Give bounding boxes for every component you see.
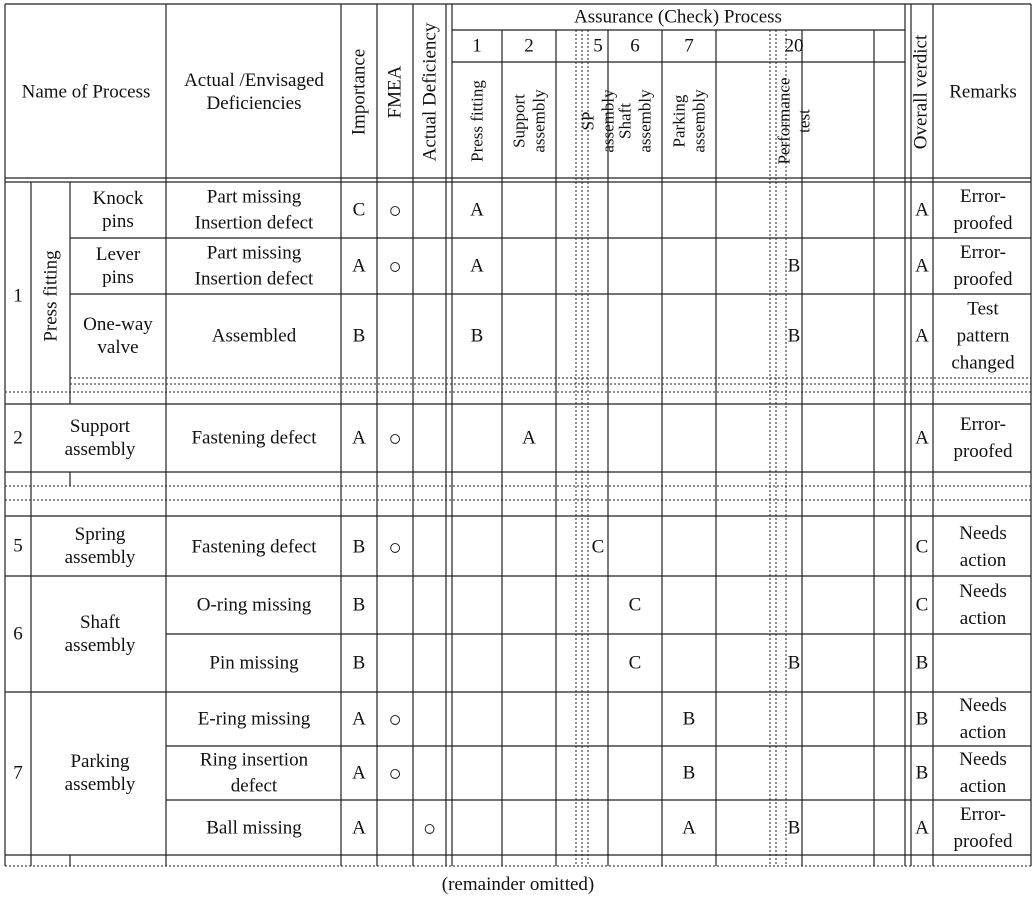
cell-p7: B: [682, 762, 696, 784]
row-remarks: pattern: [956, 325, 1010, 347]
cell-verdict: C: [915, 536, 929, 558]
header-name-of-process: Name of Process: [21, 81, 151, 103]
row-remarks: Error-: [959, 414, 1007, 435]
cell-p2: A: [522, 427, 536, 449]
group-name: Spring: [74, 524, 126, 545]
check-process-number: 6: [630, 35, 640, 57]
cell-verdict: A: [915, 325, 929, 347]
cell-p20: B: [787, 652, 801, 674]
row-remarks: action: [959, 776, 1007, 797]
row-deficiency: Fastening defect: [191, 536, 317, 558]
check-process-name: test: [794, 109, 814, 133]
row-remarks: Needs: [959, 581, 1007, 602]
group-name: assembly: [64, 774, 136, 795]
row-deficiency: Insertion defect: [194, 268, 314, 290]
row-deficiency: E-ring missing: [197, 708, 311, 730]
cell-verdict: A: [915, 427, 929, 449]
row-remarks: Needs: [959, 523, 1007, 544]
cell-fmea: ○: [388, 253, 402, 279]
cell-imp: A: [352, 762, 366, 784]
group-name: assembly: [64, 547, 136, 568]
cell-imp: A: [352, 708, 366, 730]
group-number: 5: [13, 535, 23, 557]
cell-verdict: A: [915, 199, 929, 221]
row-remarks: proofed: [953, 441, 1013, 462]
row-remarks: proofed: [953, 269, 1013, 290]
cell-p1: A: [470, 199, 484, 221]
header-overall-verdict: Overall verdict: [910, 34, 932, 150]
row-subname: Lever: [95, 244, 141, 265]
group-number: 7: [13, 762, 23, 784]
header-importance: Importance: [348, 48, 370, 136]
row-remarks: Error-: [959, 804, 1007, 825]
cell-fmea: ○: [388, 706, 402, 732]
check-process-name: Shaft: [615, 103, 635, 139]
row-remarks: proofed: [953, 213, 1013, 234]
row-deficiency: defect: [230, 775, 278, 797]
cell-p7: B: [682, 708, 696, 730]
cell-imp: B: [352, 536, 366, 558]
cell-imp: A: [352, 817, 366, 839]
cell-imp: B: [352, 325, 366, 347]
group-name: Parking: [70, 751, 130, 772]
check-process-name: assembly: [635, 89, 655, 153]
row-subname: valve: [97, 337, 139, 358]
row-subname: One-way: [83, 314, 153, 335]
row-subname: pins: [102, 211, 134, 232]
cell-verdict: A: [915, 817, 929, 839]
row-deficiency: O-ring missing: [196, 594, 312, 616]
header-deficiencies: Deficiencies: [206, 93, 302, 114]
cell-imp: A: [352, 255, 366, 277]
check-process-name: Parking: [669, 94, 689, 148]
cell-fmea: ○: [388, 534, 402, 560]
header-actual-deficiency: Actual Deficiency: [419, 22, 441, 162]
row-deficiency: Part missing: [206, 242, 302, 264]
header-fmea: FMEA: [384, 65, 406, 119]
check-process-name: assembly: [689, 89, 709, 153]
group-number: 6: [13, 623, 23, 645]
check-process-number: 7: [684, 35, 694, 57]
check-process-name: assembly: [598, 89, 618, 153]
check-process-name: Support: [509, 94, 529, 148]
cell-p20: B: [787, 817, 801, 839]
group-number: 2: [13, 427, 23, 449]
cell-imp: B: [352, 594, 366, 616]
cell-fmea: ○: [388, 760, 402, 786]
row-remarks: action: [959, 608, 1007, 629]
group-name: Shaft: [79, 612, 121, 633]
header-assurance: Assurance (Check) Process: [574, 6, 782, 28]
group-name: assembly: [64, 635, 136, 656]
cell-fmea: ○: [388, 425, 402, 451]
cell-p6: C: [628, 594, 642, 616]
cell-p20: B: [787, 255, 801, 277]
cell-imp: B: [352, 652, 366, 674]
cell-verdict: B: [915, 708, 929, 730]
check-process-name: assembly: [529, 89, 549, 153]
cell-imp: A: [352, 427, 366, 449]
row-subname: pins: [102, 267, 134, 288]
cell-verdict: C: [915, 594, 929, 616]
row-remarks: action: [959, 550, 1007, 571]
row-deficiency: Part missing: [206, 186, 302, 208]
row-remarks: Error-: [959, 186, 1007, 207]
group-name-press-fitting: Press fitting: [40, 250, 62, 342]
row-deficiency: Ball missing: [206, 817, 302, 839]
header-deficiencies: Actual /Envisaged: [184, 70, 324, 91]
cell-p5: C: [591, 536, 605, 558]
cell-imp: C: [352, 199, 366, 221]
cell-p20: B: [787, 325, 801, 347]
cell-p1: A: [470, 255, 484, 277]
row-remarks: action: [959, 722, 1007, 743]
cell-p7: A: [682, 817, 696, 839]
group-name: assembly: [64, 439, 136, 460]
row-remarks: proofed: [953, 831, 1013, 852]
row-deficiency: Fastening defect: [191, 427, 317, 449]
check-process-number: 1: [472, 35, 482, 57]
cell-p1: B: [470, 325, 484, 347]
row-deficiency: Pin missing: [209, 652, 299, 674]
cell-fmea: ○: [388, 197, 402, 223]
row-subname: Knock: [92, 188, 144, 209]
header-remarks: Remarks: [949, 81, 1017, 103]
row-deficiency: Assembled: [211, 325, 297, 347]
row-remarks: Needs: [959, 695, 1007, 716]
check-process-name: SP: [578, 111, 598, 131]
row-deficiency: Insertion defect: [194, 212, 314, 234]
row-remarks: Error-: [959, 242, 1007, 263]
cell-actual: ○: [422, 815, 437, 841]
check-process-number: 5: [593, 35, 603, 57]
row-deficiency: Ring insertion: [199, 749, 309, 771]
cell-verdict: B: [915, 652, 929, 674]
check-process-number: 20: [784, 35, 804, 57]
group-number: 1: [13, 285, 23, 307]
group-name: Support: [69, 416, 131, 437]
cell-p6: C: [628, 652, 642, 674]
cell-verdict: B: [915, 762, 929, 784]
check-process-name: Performance: [774, 77, 794, 165]
row-remarks: changed: [951, 352, 1015, 374]
cell-verdict: A: [915, 255, 929, 277]
row-remarks: Test: [967, 298, 999, 320]
row-remarks: Needs: [959, 749, 1007, 770]
check-process-name: Press fitting: [467, 80, 487, 162]
check-process-number: 2: [524, 35, 534, 57]
footnote: (remainder omitted): [441, 874, 595, 895]
